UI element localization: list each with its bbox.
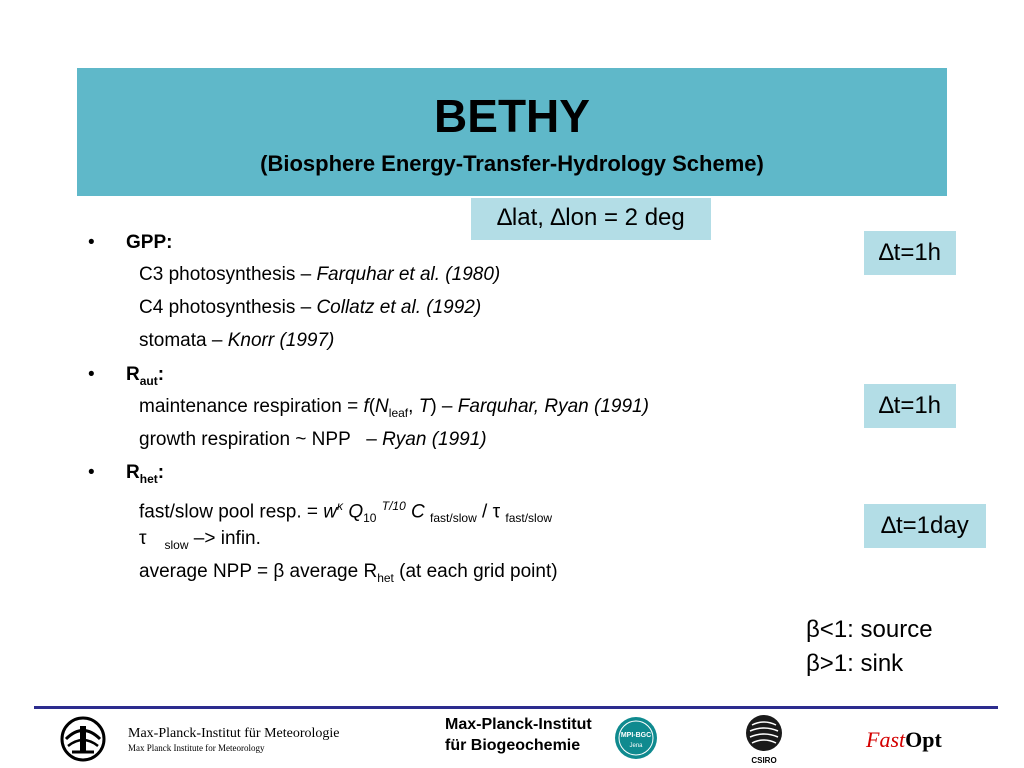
- rhet-heading: $R_{het}$:: [126, 462, 165, 486]
- mpi-bgc-logo-icon: [614, 716, 658, 760]
- gpp-line-stomata: stomata – Knorr (1997): [139, 330, 335, 351]
- gpp-line-c3: C3 photosynthesis – Farquhar et al. (1980): [139, 264, 501, 285]
- fastopt-logo: FastOpt: [866, 727, 942, 752]
- raut-growth-line: growth respiration ~ NPP – Ryan (1991): [139, 429, 487, 450]
- raut-timestep-tag: ∆t=1h: [864, 384, 956, 428]
- csiro-logo-icon: [742, 713, 786, 765]
- raut-heading: $R_{aut}$:: [126, 364, 165, 388]
- gpp-heading: GPP:: [126, 232, 173, 253]
- mpi-meteorology-logo-icon: [58, 714, 108, 764]
- mpi-meteorology-name: Max-Planck-Institut für Meteorologie: [128, 726, 340, 741]
- bullet-gpp: •: [88, 232, 95, 253]
- beta-source-note: β<1: source: [806, 616, 933, 643]
- rhet-tau-line: τ $_{slow}$ –> infin.: [139, 528, 261, 552]
- mpi-meteorology-subname: Max Planck Institute for Meteorology: [128, 743, 265, 753]
- bullet-raut: •: [88, 364, 95, 385]
- slide-subtitle: (Biosphere Energy-Transfer-Hydrology Scheme): [260, 151, 764, 176]
- grid-resolution-tag: ∆lat, ∆lon = 2 deg: [471, 198, 711, 240]
- rhet-npp-line: average NPP = β average $R_{het}$ (at each grid point): [139, 561, 558, 585]
- mpi-bgc-badge-top: MPI-BGC: [620, 732, 652, 739]
- bullet-rhet: •: [88, 462, 95, 483]
- rhet-timestep-tag: ∆t=1day: [864, 504, 986, 548]
- slide-title: BETHY: [434, 90, 590, 142]
- csiro-wordmark: CSIRO: [751, 756, 777, 765]
- rhet-pool-line: fast/slow pool resp. = $w^\kappa$ $Q_{10}$ $^{T/10}$ C $_{fast/slow}$ / τ $_{fast/slow}$: [139, 499, 553, 526]
- title-banner: [77, 68, 947, 196]
- beta-sink-note: β>1: sink: [806, 650, 904, 677]
- footer-divider: [34, 706, 998, 709]
- raut-maintenance-line: maintenance respiration = $f(N_{leaf}$, T) – Farquhar, Ryan (1991): [139, 396, 649, 420]
- mpi-bgc-badge-bottom: Jena: [629, 743, 643, 749]
- gpp-timestep-tag: ∆t=1h: [864, 231, 956, 275]
- gpp-line-c4: C4 photosynthesis – Collatz et al. (1992): [139, 297, 482, 318]
- mpi-bgc-name-line2: für Biogeochemie: [445, 737, 581, 754]
- mpi-bgc-name-line1: Max-Planck-Institut: [445, 716, 592, 733]
